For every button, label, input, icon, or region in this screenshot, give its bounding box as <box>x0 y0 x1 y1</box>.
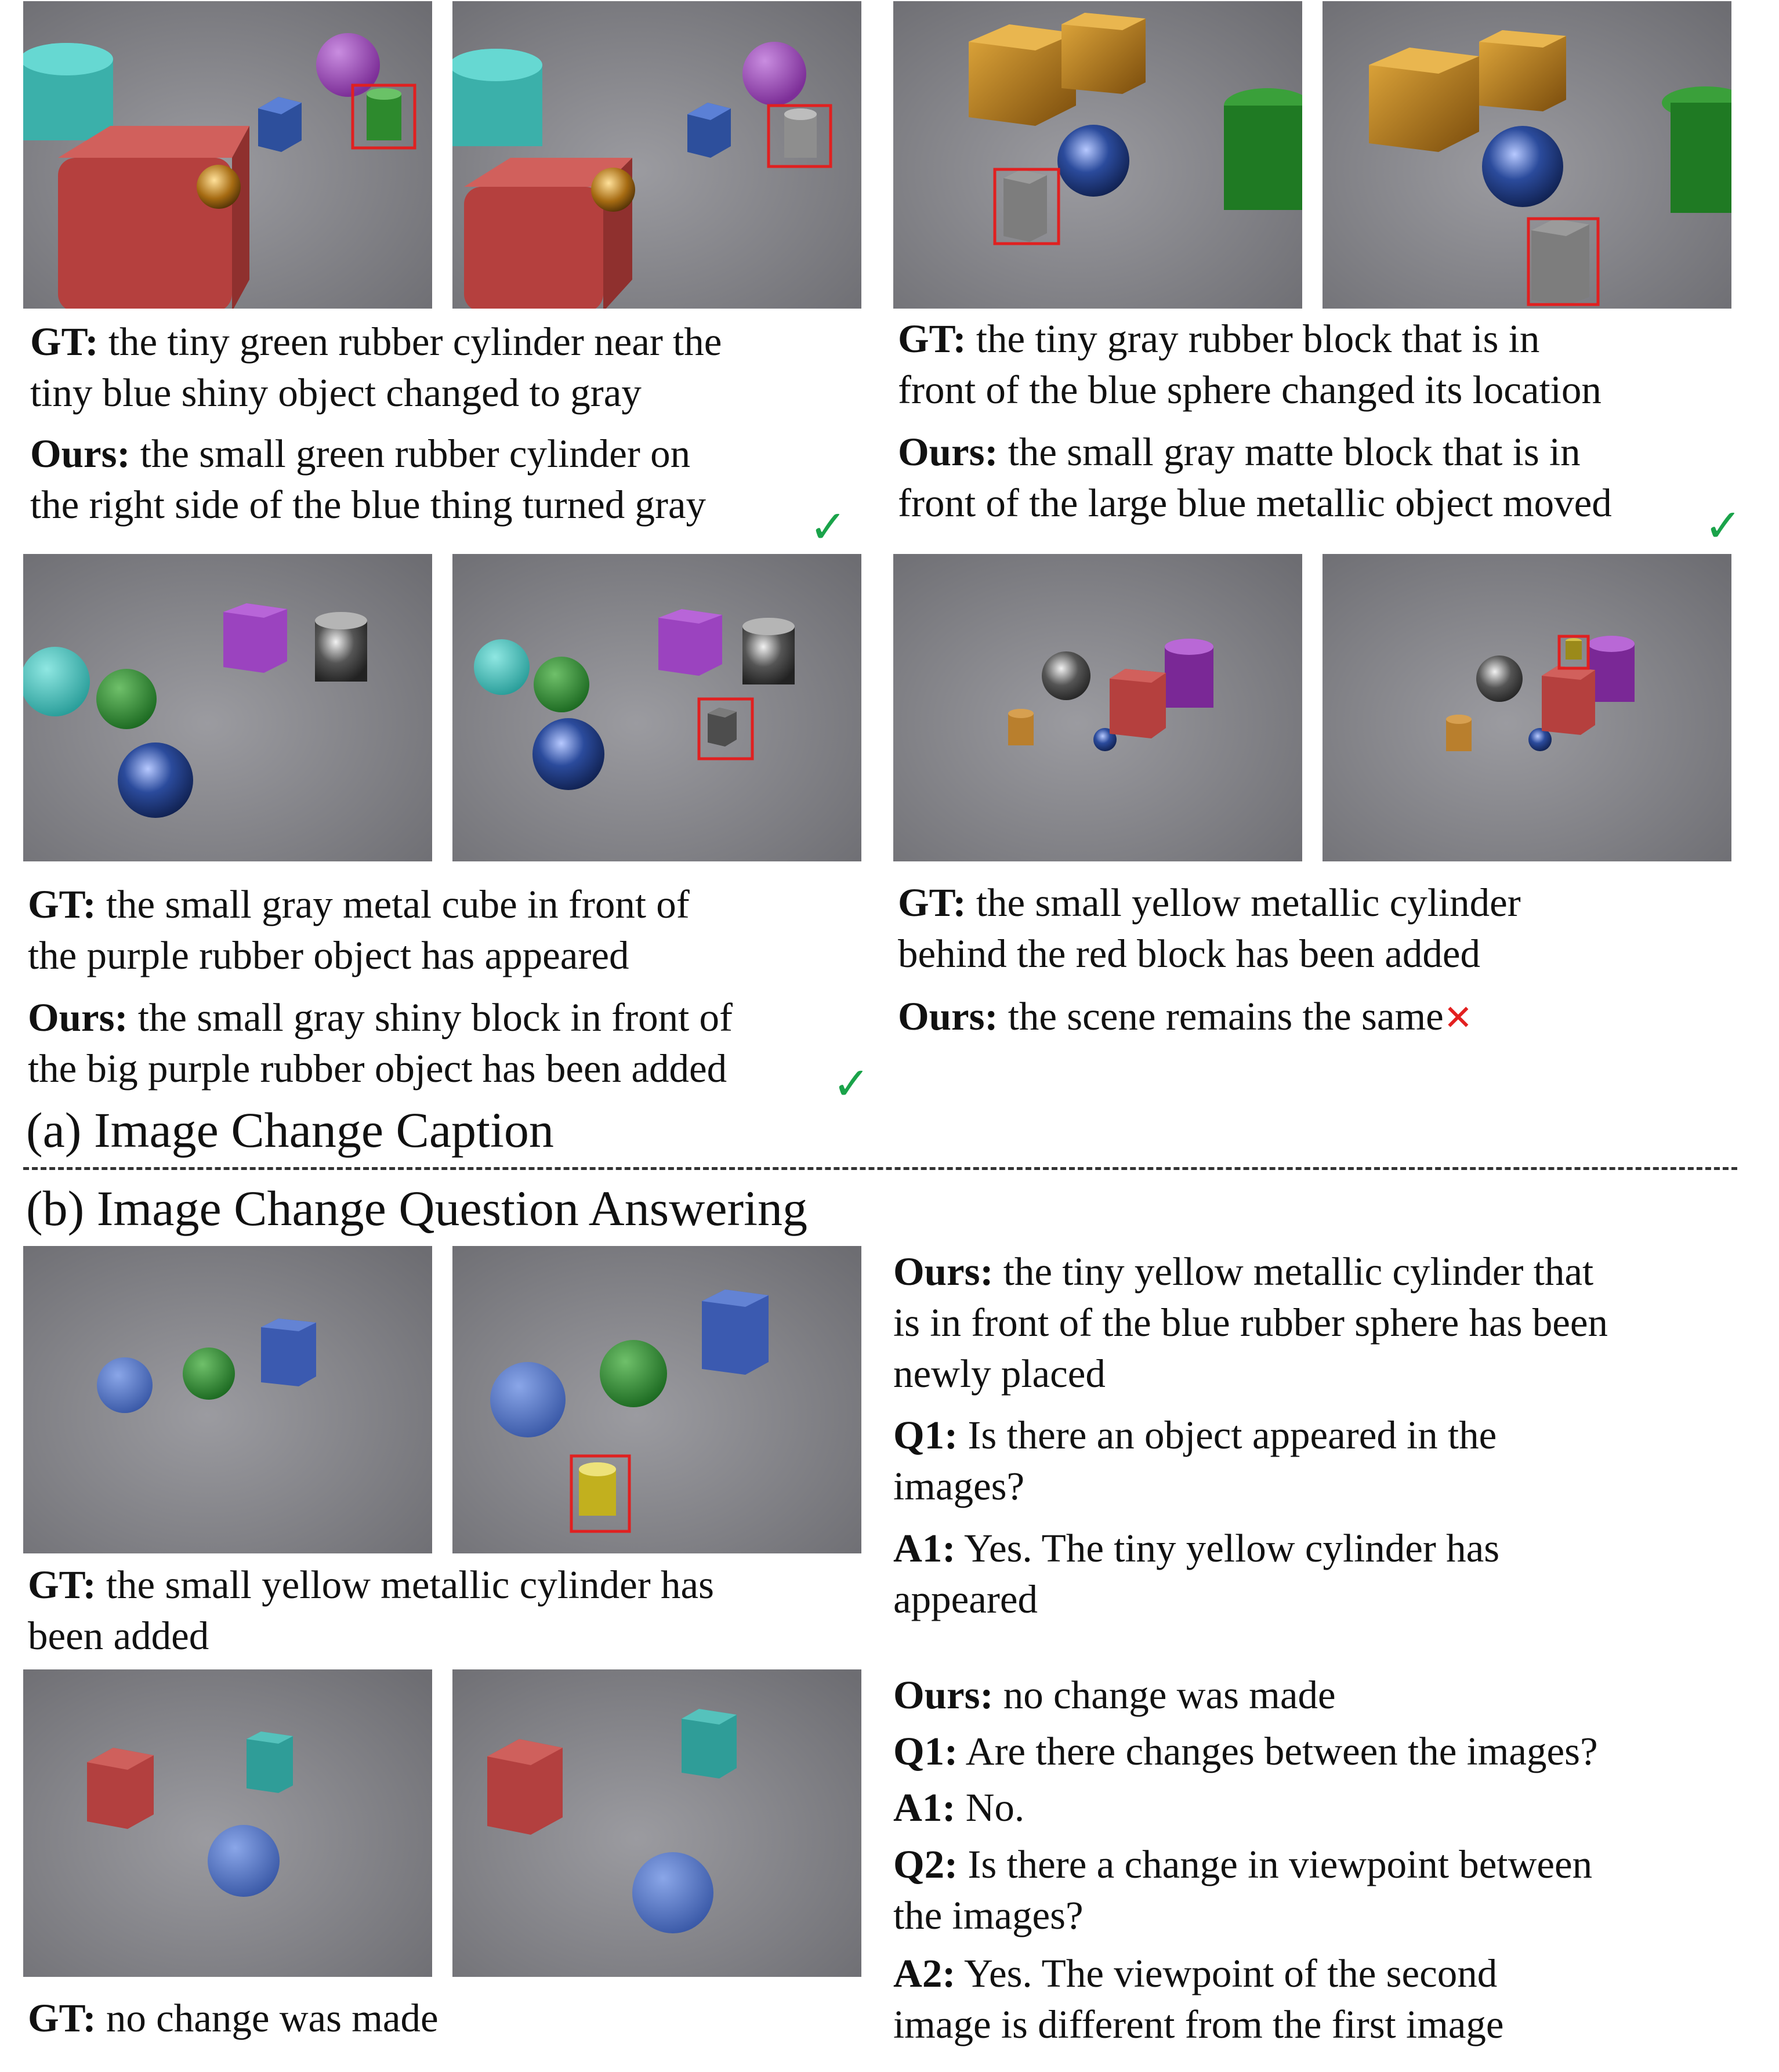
caption-3-gt-line2: the purple rubber object has appeared <box>28 933 629 977</box>
a1-text: No. <box>965 1785 1025 1830</box>
qa-1-a1-line1 <box>893 1523 1499 1574</box>
q2-label: Q2: <box>893 1842 958 1886</box>
qa-scene-2-before <box>23 1669 432 1977</box>
caption-1-ours-line2: the right side of the blue thing turned gray <box>30 483 706 527</box>
qa-1-ours-line3: newly placed <box>893 1352 1106 1396</box>
gt-label: GT: <box>898 881 966 925</box>
section-a-title: (a) Image Change Caption <box>26 1102 554 1158</box>
scene-3-after <box>452 554 861 861</box>
q1-label: Q1: <box>893 1413 958 1457</box>
gt-text: the small gray metal cube in front of <box>106 882 690 926</box>
gt-text: the tiny gray rubber block that is in <box>976 317 1540 361</box>
qa-scene-1-before <box>23 1246 432 1553</box>
caption-3-gt-line1 <box>28 879 690 930</box>
qa-scene-2-after <box>452 1669 861 1977</box>
gt-label: GT: <box>30 320 99 364</box>
qa-1-ours-line1 <box>893 1246 1593 1297</box>
checkmark-icon: ✓ <box>832 1058 871 1110</box>
scene-1-after <box>452 1 861 309</box>
caption-3-ours-line2: the big purple rubber object has been added <box>28 1046 727 1091</box>
qa-2-q2-line2: the images? <box>893 1893 1084 1937</box>
gt-text: no change was made <box>106 1996 439 2040</box>
ours-label: Ours: <box>898 430 998 474</box>
scene-2-after <box>1323 1 1731 309</box>
gt-label: GT: <box>28 1563 96 1607</box>
q2-text: Is there a change in viewpoint between <box>968 1842 1593 1886</box>
checkmark-icon: ✓ <box>809 501 847 553</box>
qa-1-gt-line2: been added <box>28 1614 209 1658</box>
qa-1-gt-line1 <box>28 1559 714 1610</box>
cross-icon: ✕ <box>1443 998 1473 1038</box>
gt-label: GT: <box>28 1996 96 2040</box>
qa-2-a2-line1 <box>893 1948 1497 1999</box>
ours-label: Ours: <box>28 995 128 1039</box>
caption-1-gt-line1 <box>30 316 722 367</box>
caption-2-ours-line2: front of the large blue metallic object moved <box>898 481 1612 525</box>
q1-text: Is there an object appeared in the <box>968 1413 1497 1457</box>
a1-label: A1: <box>893 1785 956 1830</box>
a1-label: A1: <box>893 1526 956 1570</box>
a2-text: Yes. The viewpoint of the second <box>964 1951 1498 1995</box>
gt-label: GT: <box>28 882 96 926</box>
qa-1-q1-line2: images? <box>893 1464 1025 1508</box>
caption-2-ours-line1 <box>898 426 1581 477</box>
caption-4-gt-line2: behind the red block has been added <box>898 932 1480 976</box>
ours-text: the small gray matte block that is in <box>1008 430 1581 474</box>
ours-text: the scene remains the same <box>1008 994 1444 1038</box>
caption-3-ours-line1 <box>28 992 733 1043</box>
qa-1-a1-line2: appeared <box>893 1577 1038 1621</box>
gt-text: the small yellow metallic cylinder has <box>106 1563 714 1607</box>
ours-label: Ours: <box>893 1673 994 1717</box>
qa-2-a2-line2: image is different from the first image <box>893 2002 1504 2046</box>
caption-4-ours-line1 <box>898 991 1473 1044</box>
scene-4-before <box>893 554 1302 861</box>
ours-label: Ours: <box>898 994 998 1038</box>
scene-3-before <box>23 554 432 861</box>
section-divider <box>23 1167 1737 1170</box>
caption-2-gt-line1 <box>898 313 1539 364</box>
q1-label: Q1: <box>893 1729 958 1773</box>
a2-label: A2: <box>893 1951 956 1995</box>
caption-1-ours-line1 <box>30 428 690 479</box>
caption-1-gt-line2: tiny blue shiny object changed to gray <box>30 371 642 415</box>
ours-label: Ours: <box>893 1249 994 1294</box>
scene-2-before <box>893 1 1302 309</box>
qa-scene-1-after <box>452 1246 861 1553</box>
qa-1-ours-line2: is in front of the blue rubber sphere has been <box>893 1301 1608 1345</box>
ours-text: the tiny yellow metallic cylinder that <box>1003 1249 1594 1294</box>
ours-text: the small gray shiny block in front of <box>137 995 733 1039</box>
gt-text: the tiny green rubber cylinder near the <box>108 320 722 364</box>
caption-2-gt-line2: front of the blue sphere changed its location <box>898 368 1602 412</box>
a1-text: Yes. The tiny yellow cylinder has <box>964 1526 1500 1570</box>
q1-text: Are there changes between the images? <box>965 1729 1598 1773</box>
qa-2-a1-line1 <box>893 1782 1024 1833</box>
scene-4-after <box>1323 554 1731 861</box>
qa-2-q2-line1 <box>893 1839 1592 1890</box>
gt-label: GT: <box>898 317 966 361</box>
qa-2-q1-line1 <box>893 1726 1598 1777</box>
checkmark-icon: ✓ <box>1704 500 1742 552</box>
scene-1-before <box>23 1 432 309</box>
gt-text: the small yellow metallic cylinder <box>976 881 1521 925</box>
qa-2-gt-line1 <box>28 1993 439 2044</box>
section-b-title: (b) Image Change Question Answering <box>26 1180 808 1236</box>
qa-1-q1-line1 <box>893 1410 1497 1461</box>
ours-text: the small green rubber cylinder on <box>140 432 691 476</box>
ours-label: Ours: <box>30 432 131 476</box>
qa-2-ours-line1 <box>893 1669 1336 1720</box>
caption-4-gt-line1 <box>898 877 1521 928</box>
ours-text: no change was made <box>1003 1673 1336 1717</box>
